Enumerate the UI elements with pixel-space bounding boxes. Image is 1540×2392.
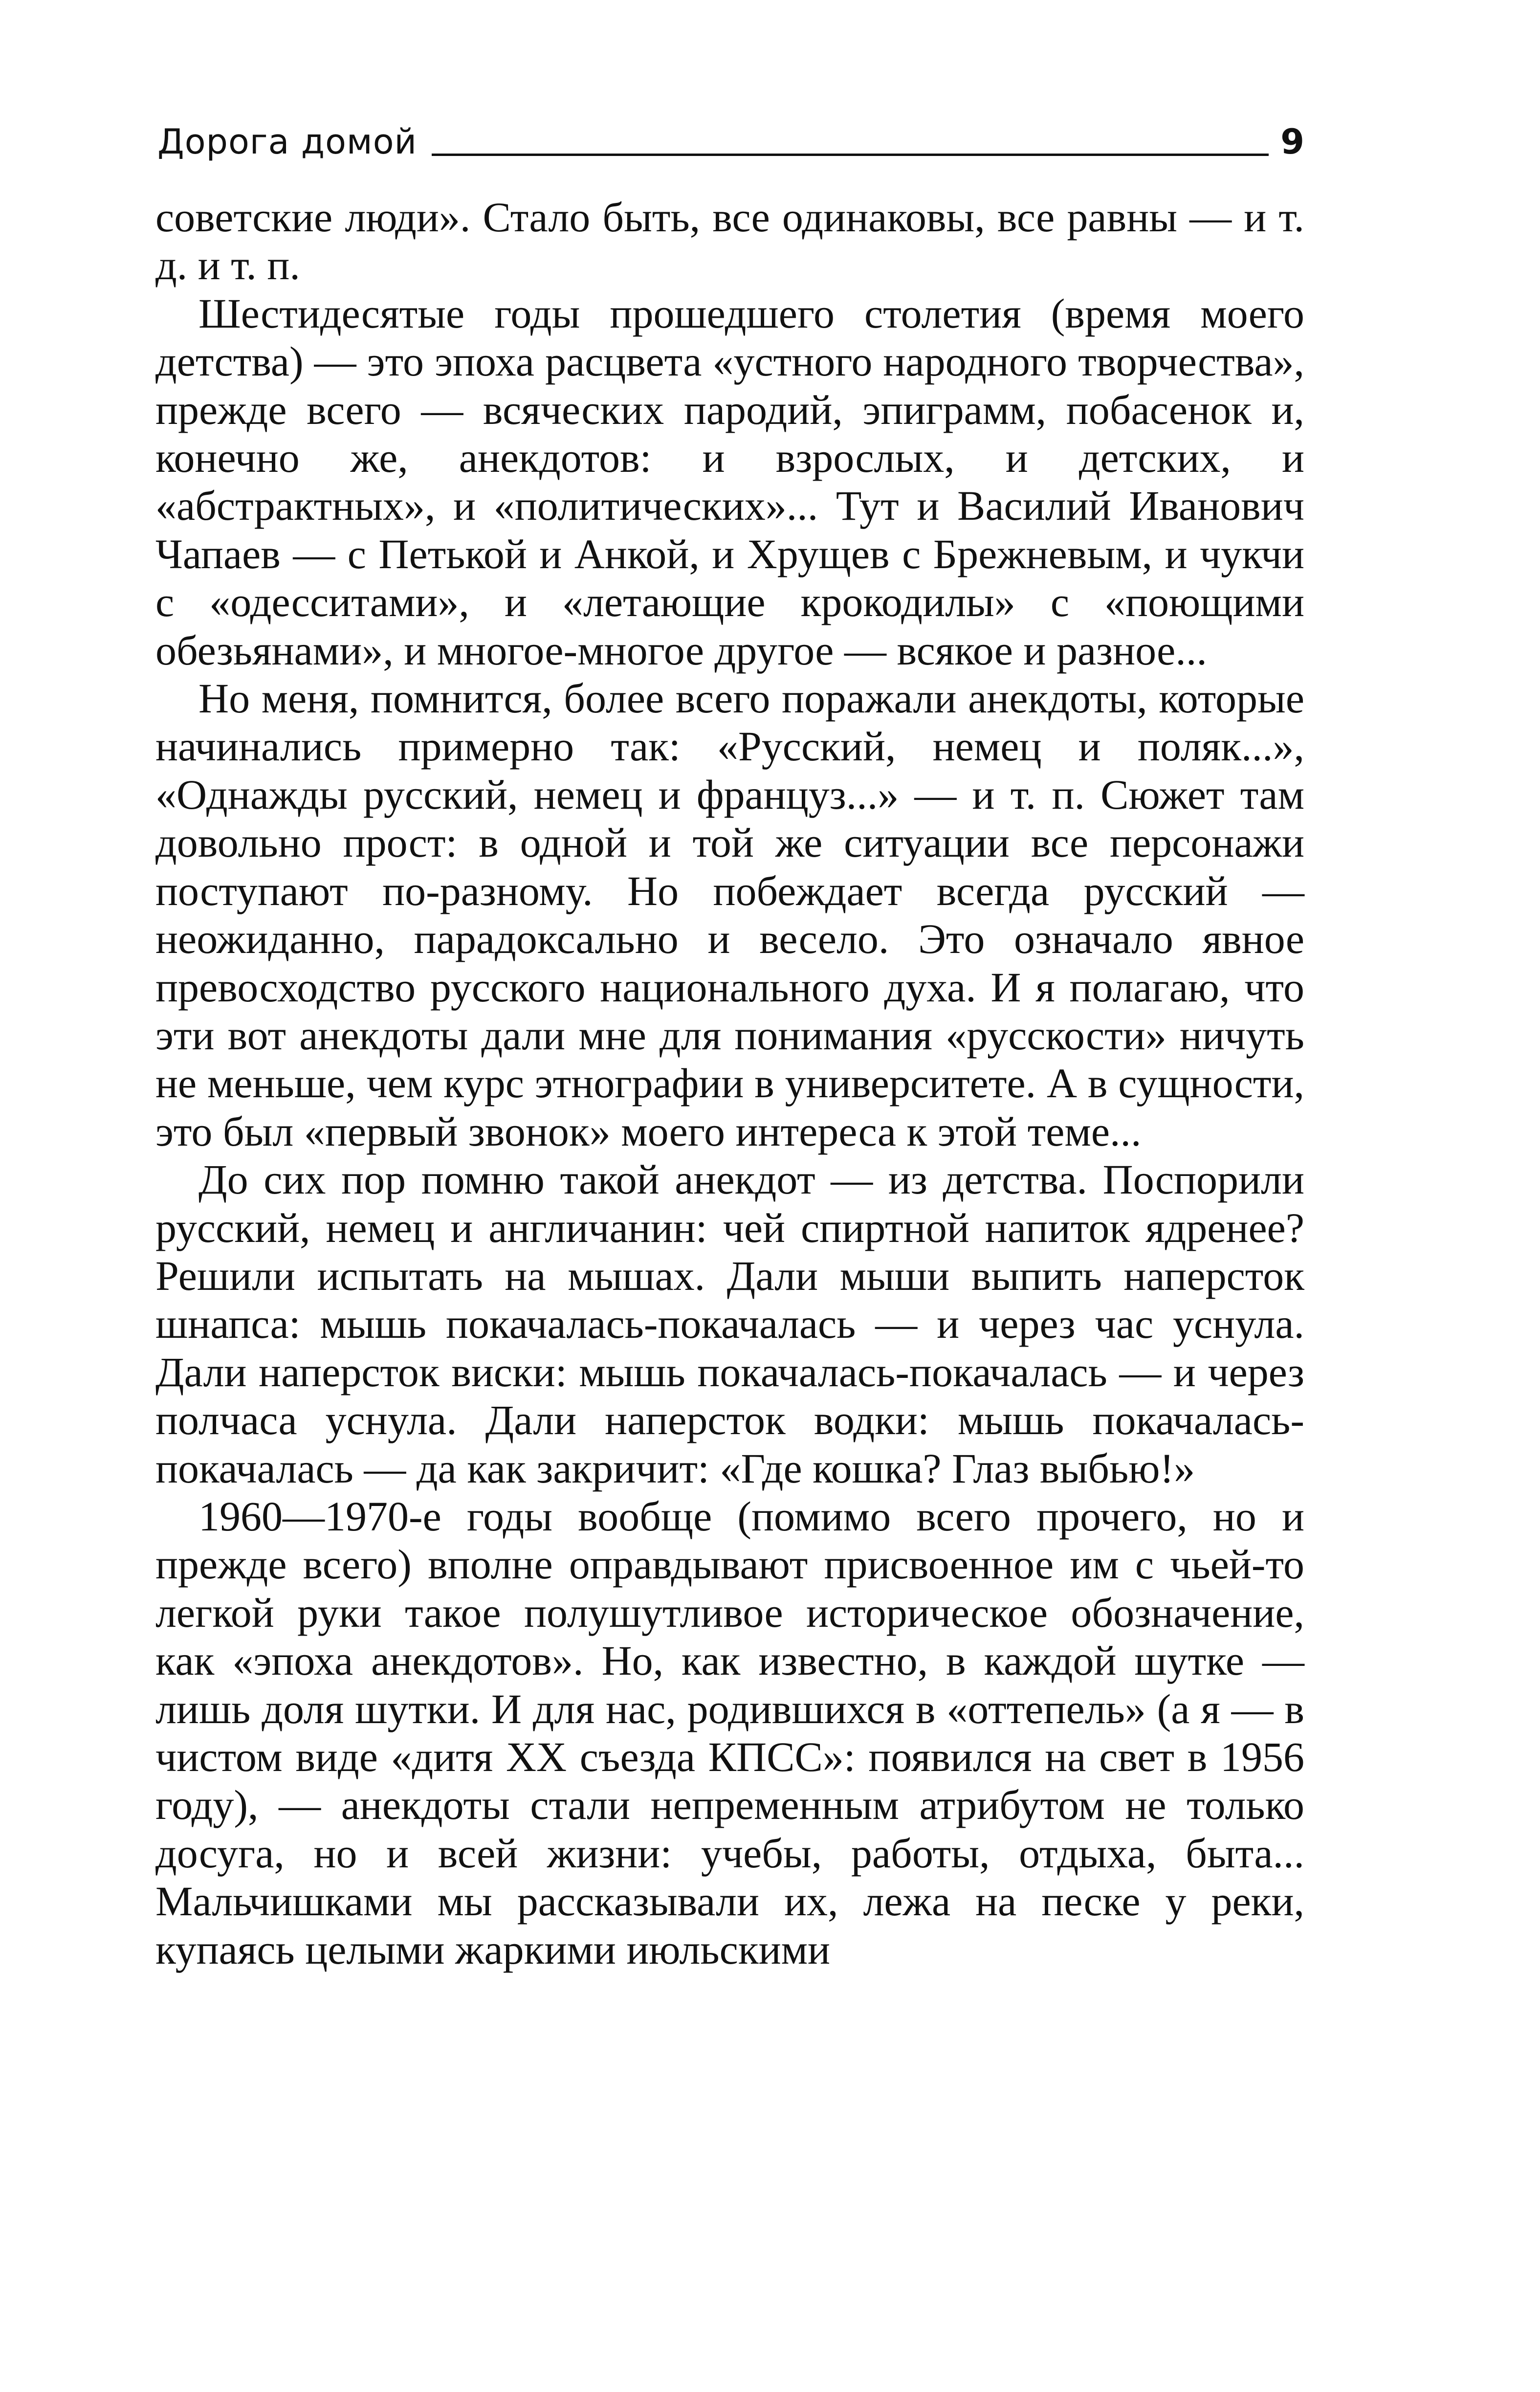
body-text — [155, 193, 1304, 1973]
paragraph: Но меня, помнится, более всего поражали анекдоты, которые начинались примерно так: «Русский, немец и поляк...», «Однажды русский, немец и француз...» — и т. п. Сюжет там довольно прост: в одной и той же ситуации все персонажи поступают по-разному. Но побеждает всегда русский — неожиданно, парадоксально и весело. Это означало явное превосходство русского национального духа. И я полагаю, что эти вот анекдоты дали мне для понимания «русскости» ничуть не меньше, чем курс этнографии в университете. А в сущности, это был «первый звонок» моего интереса к этой теме... — [155, 675, 1304, 1155]
paragraph: До сих пор помню такой анекдот — из детства. Поспорили русский, немец и англичанин: чей спиртной напиток ядренее? Решили испытать на мышах. Дали мыши выпить наперсток шнапса: мышь покачалась-покачалась — и через час уснула. Дали наперсток виски: мышь покачалась-покачалась — и через полчаса уснула. Дали наперсток водки: мышь покачалась-покачалась — да как закричит: «Где кошка? Глаз выбью!» — [155, 1156, 1304, 1492]
running-header — [157, 100, 1304, 162]
paragraph: Шестидесятые годы прошедшего столетия (время моего детства) — это эпоха расцвета «устного народного творчества», прежде всего — всяческих пародий, эпиграмм, побасенок и, конечно же, анекдотов: и взрослых, и детских, и «абстрактных», и «политических»... Тут и Василий Иванович Чапаев — с Петькой и Анкой, и Хрущев с Брежневым, и чукчи с «одесситами», и «летающие крокодилы» с «поющими обезьянами», и многое-многое другое — всякое и разное... — [155, 289, 1304, 674]
header-rule — [432, 154, 1269, 156]
paragraph-continuation: советские люди». Стало быть, все одинаковы, все равны — и т. д. и т. п. — [155, 194, 1304, 289]
paragraph: 1960—1970-е годы вообще (помимо всего прочего, но и прежде всего) вполне оправдывают присвоенное им с чьей-то легкой руки такое полушутливое историческое обозначение, как «эпоха анекдотов». Но, как известно, в каждой шутке — лишь доля шутки. И для нас, родившихся в «оттепель» (а я — в чистом виде «дитя XX съезда КПСС»: появился на свет в 1956 году), — анекдоты стали непременным атрибутом не только досуга, но и всей жизни: учебы, работы, отдыха, быта... Мальчишками мы рассказывали их, лежа на песке у реки, купаясь целыми жаркими июльскими — [155, 1492, 1304, 1973]
running-title: Дорога домой — [157, 122, 418, 162]
page-number: 9 — [1280, 122, 1304, 162]
